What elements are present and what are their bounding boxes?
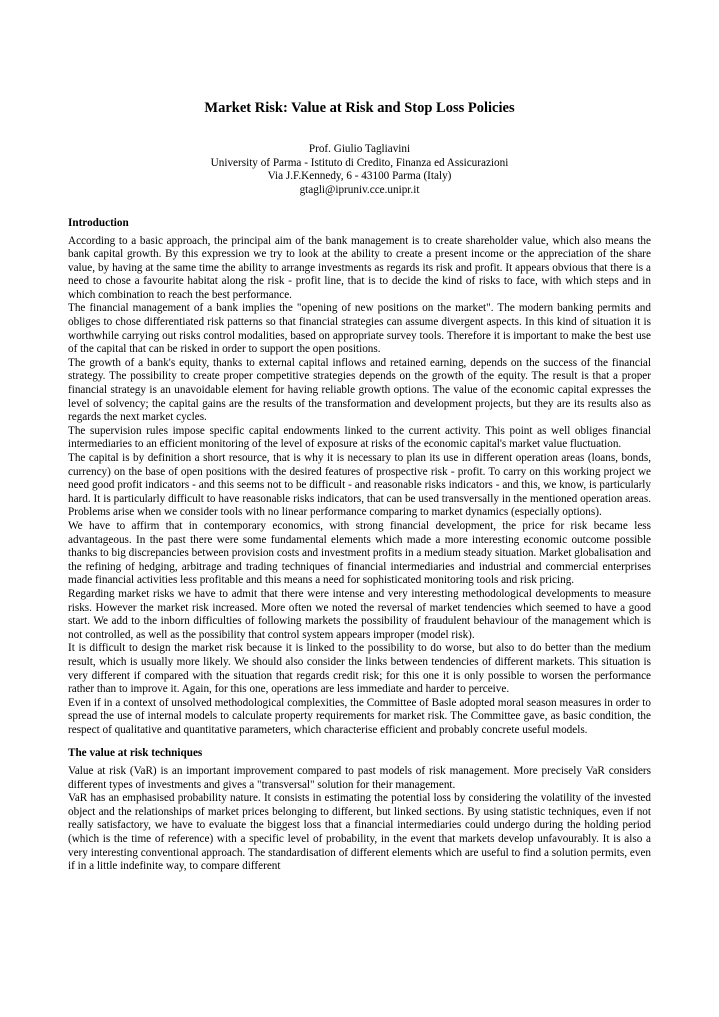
paper-title: Market Risk: Value at Risk and Stop Loss Policies	[204, 100, 515, 116]
author-block	[68, 143, 651, 197]
section-introduction	[68, 217, 651, 737]
section-value-at-risk	[68, 747, 651, 873]
section-heading: Introduction	[68, 217, 129, 229]
author-email: gtagli@ipruniv.cce.unipr.it	[299, 183, 420, 196]
section-heading: The value at risk techniques	[68, 747, 203, 760]
paragraph: We have to affirm that in contemporary economics, with strong financial development, the price for risk became less advantageous. In the past there were some fundamental elements which made a more interesting economic outcome possible thanks to big discrepancies between provision costs and investment profits in a medium steady situation. Market globalisation and the refining of hedging, arbitrage and trading techniques of financial intermediaries and industrial and commercial enterprises made financial activities less profitable and this means a need for sophisticated monitoring tools and risk pricing.	[68, 519, 651, 587]
author-address: Via J.F.Kennedy, 6 - 43100 Parma (Italy)	[267, 170, 452, 182]
paragraph: Value at risk (VaR) is an important improvement compared to past models of risk management. More precisely VaR considers different types of investments and gives a "transversal" solution for their management.	[68, 764, 651, 791]
paragraph: The financial management of a bank implies the "opening of new positions on the market". The modern banking permits and obliges to chose differentiated risk patterns so that financial strategies can assume divergent aspects. In this kind of situation it is worthwhile carrying out risks control modalities, based on appropriate survey tools. Therefore it is important to make the best use of the capital that can be risked in order to support the open positions.	[68, 302, 651, 356]
author-name: Prof. Giulio Tagliavini	[308, 143, 411, 155]
paragraph: According to a basic approach, the principal aim of the bank management is to create shareholder value, which also means the bank capital growth. By this expression we try to look at the ability to create a present income or the appreciation of the share value, by having at the same time the ability to arrange investments as regards its risk and profit. It appears obvious that there is a need to chose a favourite habitat along the risk - profit line, that is to decide the kind of risks to face, with which steps and in which combination to reach the best performance.	[68, 234, 651, 301]
paragraph: Even if in a context of unsolved methodological complexities, the Committee of Basle adopted moral season measures in order to spread the use of internal models to calculate property requirements for market risk. The Committee gave, as basic condition, the respect of qualitative and quantitative parameters, which characterise efficient and probably concrete useful models.	[68, 696, 651, 736]
paragraph: The growth of a bank's equity, thanks to external capital inflows and retained earning, depends on the success of the financial strategy. The possibility to create proper competitive strategies depends on the growth of the equity. The result is that a proper financial strategy is an unavoidable element for having reliable growth options. The value of the economic capital expresses the level of solvency; the capital gains are the results of the transformation and development projects, but they are its results also as regards the next market cycles.	[68, 356, 651, 424]
paragraph: The supervision rules impose specific capital endowments linked to the current activity. This point as well obliges financial intermediaries to an efficient monitoring of the level of exposure at risks of the economic capital's market value fluctuation.	[68, 424, 651, 451]
paragraph: The capital is by definition a short resource, that is why it is necessary to plan its use in different operation areas (loans, bonds, currency) on the base of open positions with the desired features of prospective risk - profit. To carry on this working project we need good profit indicators - and this seems not to be difficult - and reasonable risks indicators - and this, we know, is particularly hard. It is particularly difficult to have reasonable risks indicators, that can be used transversally in the mentioned operation areas. Problems arise when we consider tools with no linear performance comparing to market dynamics (especially options).	[68, 452, 651, 519]
document-page	[68, 100, 651, 874]
paragraph: It is difficult to design the market risk because it is linked to the possibility to do worse, but also to do better than the medium result, which is usually more likely. We should also consider the links between tendencies of different markets. This situation is very different if compared with the situation that regards credit risk; for this one it is only possible to worsen the performance rather than to improve it. Again, for this one, operations are less immediate and harder to perceive.	[68, 642, 651, 696]
paragraph: VaR has an emphasised probability nature. It consists in estimating the potential loss by considering the volatility of the invested object and the relationships of market prices belonging to different, but linked sections. By using statistic techniques, even if not really satisfactory, we have to evaluate the biggest loss that a financial intermediaries could undergo during the holding period (which is the time of reference) with a specific level of probability, in the event that markets develop unfavourably. It is also a very interesting conventional approach. The standardisation of different elements which are useful to find a solution permits, even if in a little indefinite way, to compare different	[68, 792, 651, 873]
paragraph: Regarding market risks we have to admit that there were intense and very interesting methodological developments to measure risks. However the market risk increased. More often we noted the reversal of market tendencies which seemed to have a good start. We add to the inborn difficulties of following markets the possibility of fraudulent behaviour of the management which is not controlled, as well as the possibility that control system appears improper (model risk).	[68, 587, 651, 641]
author-affiliation: University of Parma - Istituto di Credito, Finanza ed Assicurazioni	[210, 156, 509, 169]
